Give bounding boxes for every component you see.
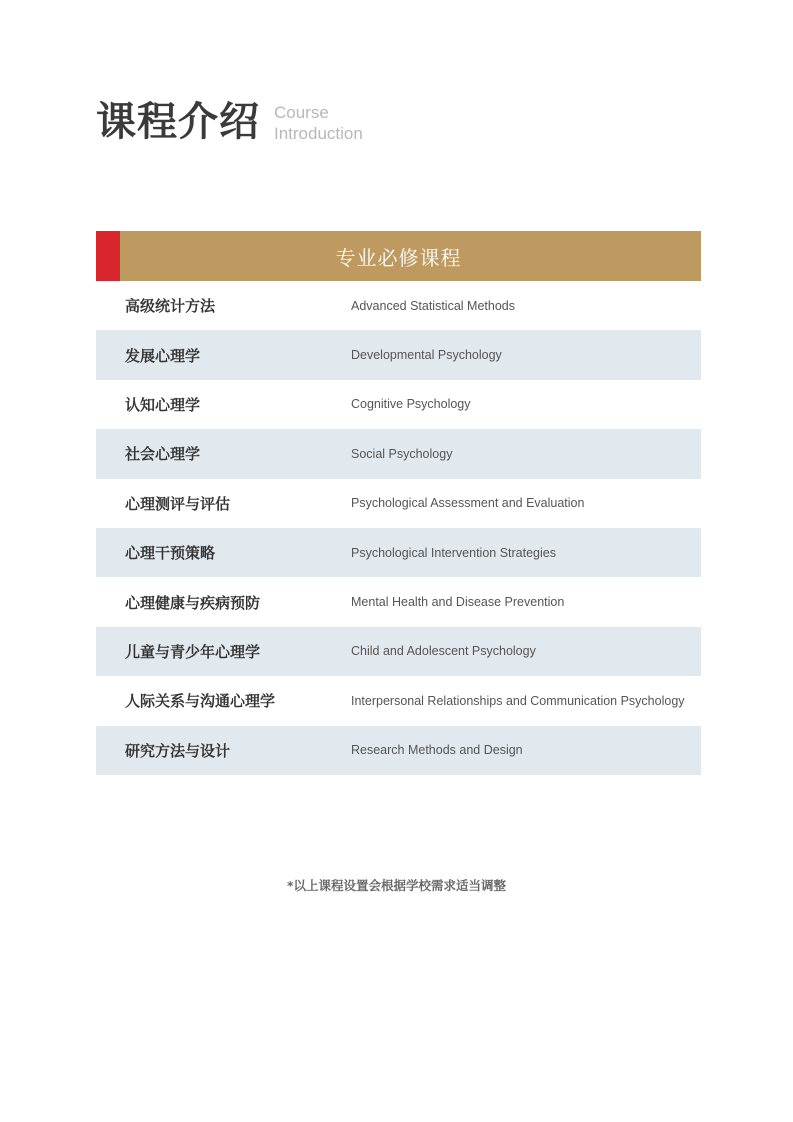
table-row bbox=[96, 429, 701, 478]
course-name-cn: 儿童与青少年心理学 bbox=[125, 642, 261, 661]
course-name-en: Mental Health and Disease Prevention bbox=[351, 595, 565, 610]
course-table bbox=[96, 231, 701, 775]
table-header-label: 专业必修课程 bbox=[335, 245, 462, 270]
page-title bbox=[96, 98, 363, 146]
course-name-cn: 社会心理学 bbox=[125, 445, 201, 464]
course-name-en: Cognitive Psychology bbox=[351, 397, 471, 412]
course-name-cn: 人际关系与沟通心理学 bbox=[125, 692, 276, 711]
title-english-line1: Course bbox=[274, 103, 329, 122]
title-english-line2: Introduction bbox=[274, 124, 363, 143]
table-row bbox=[96, 528, 701, 577]
course-name-en: Social Psychology bbox=[351, 446, 453, 461]
table-row bbox=[96, 330, 701, 379]
course-name-cn: 心理干预策略 bbox=[125, 544, 216, 563]
course-name-en: Advanced Statistical Methods bbox=[351, 298, 515, 313]
course-name-cn: 心理健康与疾病预防 bbox=[125, 593, 261, 612]
course-name-cn: 认知心理学 bbox=[125, 395, 201, 414]
course-name-cn: 高级统计方法 bbox=[125, 297, 216, 316]
header-accent-bar bbox=[96, 231, 120, 281]
footnote: *以上课程设置会根据学校需求适当调整 bbox=[286, 878, 507, 893]
table-row bbox=[96, 577, 701, 626]
table-row bbox=[96, 676, 701, 725]
course-name-en: Research Methods and Design bbox=[351, 743, 523, 758]
course-name-en: Psychological Intervention Strategies bbox=[351, 545, 556, 560]
title-english bbox=[274, 102, 363, 144]
course-name-cn: 心理测评与评估 bbox=[125, 494, 231, 513]
table-row bbox=[96, 281, 701, 330]
table-row bbox=[96, 726, 701, 775]
table-row bbox=[96, 380, 701, 429]
course-name-en: Psychological Assessment and Evaluation bbox=[351, 496, 585, 511]
course-name-en: Interpersonal Relationships and Communication Psychology bbox=[351, 693, 685, 708]
course-name-en: Child and Adolescent Psychology bbox=[351, 644, 536, 659]
course-name-cn: 发展心理学 bbox=[125, 346, 201, 365]
table-row bbox=[96, 627, 701, 676]
table-row bbox=[96, 479, 701, 528]
course-name-cn: 研究方法与设计 bbox=[125, 741, 231, 760]
table-header bbox=[96, 231, 701, 281]
course-name-en: Developmental Psychology bbox=[351, 348, 502, 363]
title-chinese: 课程介绍 bbox=[96, 99, 260, 145]
